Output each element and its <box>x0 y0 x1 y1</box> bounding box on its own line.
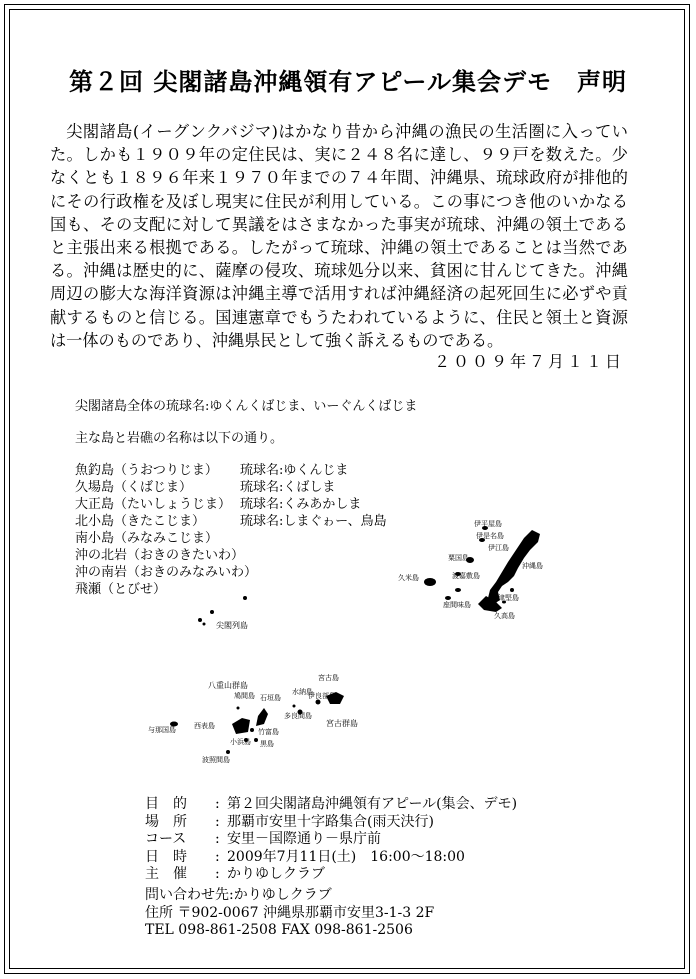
event-row: 場 所 : 那覇市安里十字路集合(雨天決行) <box>145 813 434 830</box>
tokashiki-shape <box>455 588 461 592</box>
map-label-iheya: 伊平屋島 <box>474 520 502 528</box>
map-label-okinawa: 沖縄島 <box>522 562 543 570</box>
ishigaki-shape <box>256 708 268 726</box>
event-value: 安里－国際通り－県庁前 <box>227 831 381 847</box>
map-label-kumejima: 久米島 <box>398 574 419 582</box>
map-label-tokashiki: 渡嘉敷島 <box>452 572 480 580</box>
contact-info <box>145 887 434 940</box>
senkaku-islet <box>198 618 202 622</box>
kumejima-shape <box>424 578 436 586</box>
event-value: かりゆしクラブ <box>227 866 325 882</box>
statement-body <box>50 120 628 352</box>
statement-paragraph: 尖閣諸島(イーグンクバジマ)はかなり昔から沖縄の漁民の生活圏に入っていた。しかも１９０９年の定住民は、実に２４８名に達し、９９戸を数えた。少なくとも１８９６年来１９７０年までの７４年間、沖縄県、琉球政府が排他的にその行政権を及ぼし現実に住民が利用している。この事につき他のいかなる国も、その支配に対して異議をはさまなかった事実が琉球、沖縄の領土であると主張出来る根拠である。したがって琉球、沖縄の領土であることは当然である。沖縄は歴史的に、薩摩の侵攻、琉球処分以来、貧困に甘んじてきた。沖縄周辺の膨大な海洋資源は沖縄主導で活用すれば沖縄経済の起死回生に必ずや貢献するものと信じる。国連憲章でもうたわれているように、住民と領土と資源は一体のものであり、沖縄県民として強く訴えるものである。 <box>50 122 628 350</box>
page-title: 第２回 尖閣諸島沖縄領有アピール集会デモ 声明 <box>69 67 627 96</box>
island-name: 南小島（みなみこじま） <box>75 531 219 546</box>
map-label-hatoma: 鳩間島 <box>234 692 255 700</box>
island-ryukyu-name: 琉球名:ゆくんじま <box>240 463 349 478</box>
map-label-senkaku: 尖閣列島 <box>216 621 248 630</box>
map-label-yaeyama: 八重山群島 <box>208 681 248 690</box>
island-name: 飛瀬（とびせ） <box>75 582 167 597</box>
island-name: 沖の南岩（おきのみなみいわ） <box>75 565 258 580</box>
event-row: コース : 安里－国際通り－県庁前 <box>145 831 381 847</box>
island-name: 魚釣島（うおつりじま） <box>75 463 218 478</box>
tsuken-shape <box>510 588 514 592</box>
event-label: 目 的 <box>145 796 187 812</box>
zamami-shape <box>445 596 451 600</box>
iriomote-shape <box>232 718 250 734</box>
miyako-group <box>284 673 358 728</box>
senkaku-group <box>198 596 248 630</box>
island-ryukyu-name: 琉球名:くばしま <box>240 480 336 495</box>
event-value: 2009年7月11日(土) 16:00〜18:00 <box>227 848 465 865</box>
map-label-tsuken: 津堅島 <box>498 594 519 602</box>
island-name: 久場島（くばじま） <box>75 480 193 495</box>
minnajima-shape <box>293 705 296 708</box>
hateruma-shape <box>226 750 230 754</box>
event-row: 目 的 : 第２回尖閣諸島沖縄領有アピール(集会、デモ) <box>145 796 518 812</box>
map-label-kohama: 小浜島 <box>230 738 251 746</box>
map-label-kuroshima: 黒島 <box>260 740 274 748</box>
contact-address: 住所 〒902-0067 沖縄県那覇市安里3-1-3 2F <box>145 904 435 921</box>
event-label: コース <box>145 831 187 847</box>
island-row <box>75 479 435 496</box>
map-label-aguni: 粟国島 <box>448 554 469 562</box>
island-ryukyu-name: 琉球名:くみあかしま <box>240 497 362 512</box>
ryukyu-islands-map <box>140 520 560 770</box>
event-label: 主 催 <box>145 866 187 882</box>
map-label-iejima: 伊江島 <box>488 544 509 552</box>
map-label-zamami: 座間味島 <box>443 601 471 609</box>
map-label-miyakojima: 宮古島 <box>318 674 339 682</box>
map-label-kudaka: 久高島 <box>494 612 515 620</box>
map-label-iriomote: 西表島 <box>194 722 215 730</box>
contact-phone: TEL 098-861-2508 FAX 098-861-2506 <box>145 922 413 938</box>
island-ryukyu-name: 琉球名:しまぐゎー、鳥島 <box>240 514 387 529</box>
map-label-irabu: 伊良部島 <box>308 692 336 700</box>
island-name: 沖の北岩（おきのきたいわ） <box>75 548 245 563</box>
event-label: 日 時 <box>145 848 187 865</box>
statement-date: ２００９年７月１１日 <box>433 352 624 371</box>
yaeyama-group <box>148 680 281 764</box>
map-label-izena: 伊是名島 <box>476 532 504 540</box>
event-details <box>145 796 517 884</box>
hatoma-shape <box>237 707 240 710</box>
kuroshima-shape <box>254 738 258 742</box>
map-label-tarama: 多良間島 <box>284 712 312 720</box>
contact-inquiry: 問い合わせ先:かりゆしクラブ <box>145 887 332 903</box>
irabu-shape <box>316 700 321 705</box>
islands-intro: 主な島と岩礁の名称は以下の通り。 <box>75 431 284 446</box>
map-label-miyako: 宮古群島 <box>326 719 358 728</box>
map-label-taketomi: 竹富島 <box>258 728 279 736</box>
senkaku-islet <box>203 623 206 626</box>
taketomi-shape <box>250 728 254 732</box>
okinawa-group <box>398 520 543 620</box>
map-label-minnajima: 水納島 <box>292 688 313 696</box>
event-row: 日 時 : 2009年7月11日(土) 16:00〜18:00 <box>145 848 465 865</box>
island-row <box>75 462 435 479</box>
event-value: 第２回尖閣諸島沖縄領有アピール(集会、デモ) <box>227 796 518 812</box>
island-name: 大正島（たいしょうじま） <box>75 497 232 512</box>
event-row: 主 催 : かりゆしクラブ <box>145 866 325 882</box>
map-label-hateruma: 波照間島 <box>202 756 230 764</box>
senkaku-islet <box>210 610 214 614</box>
island-name: 北小島（きたこじま） <box>75 514 206 529</box>
senkaku-islet <box>243 596 247 600</box>
event-value: 那覇市安里十字路集合(雨天決行) <box>227 813 434 830</box>
map-label-yonaguni: 与那国島 <box>148 726 176 734</box>
ryukyu-name-line: 尖閣諸島全体の琉球名:ゆくんくばじま、いーぐんくばじま <box>75 399 418 414</box>
event-label: 場 所 <box>145 813 187 830</box>
island-row <box>75 496 435 513</box>
map-label-ishigaki: 石垣島 <box>260 694 281 702</box>
